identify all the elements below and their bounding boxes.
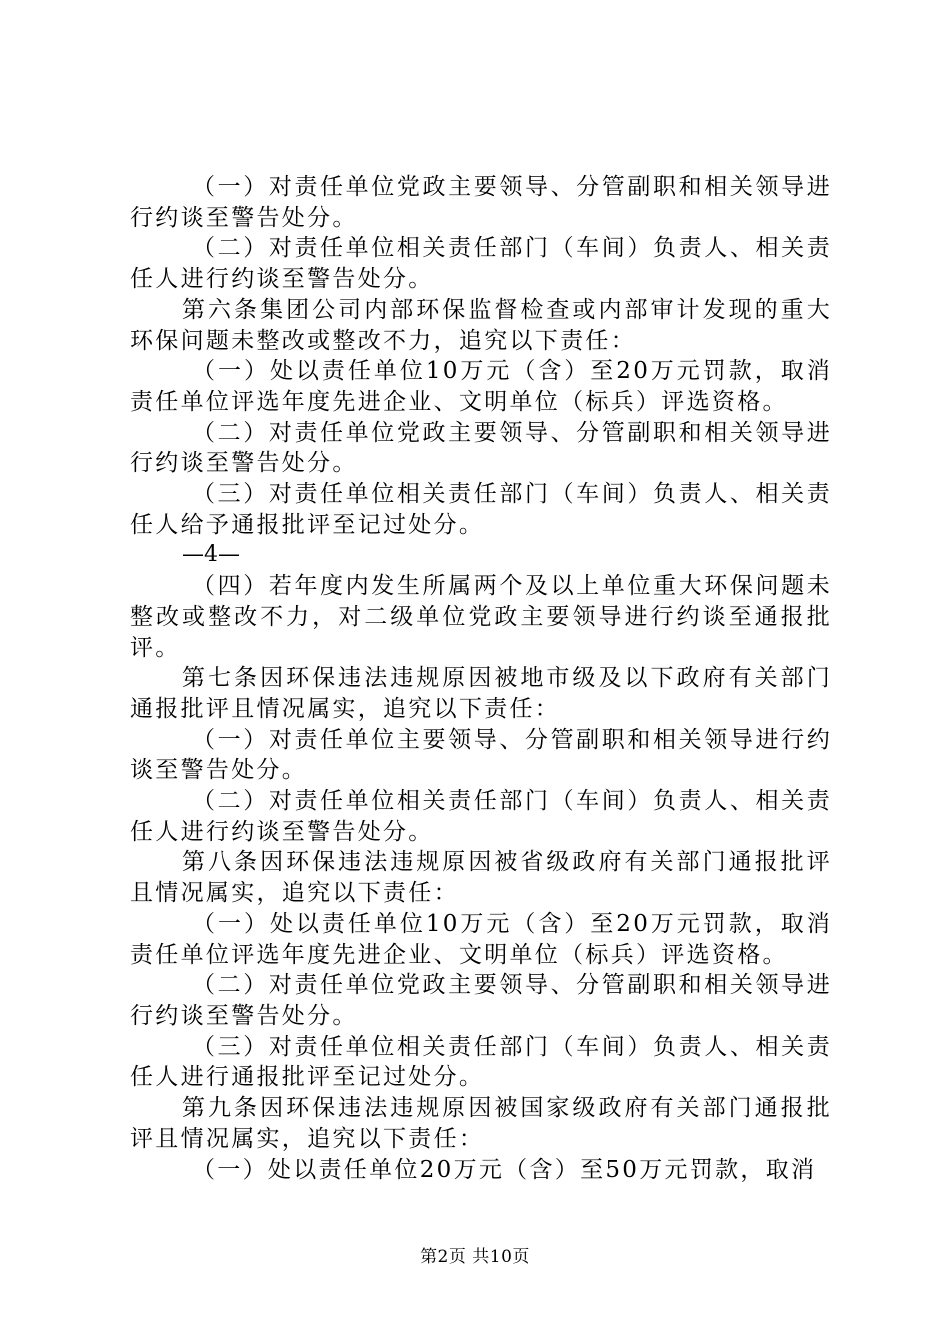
paragraph: （二）对责任单位相关责任部门（车间）负责人、相关责任人进行约谈至警告处分。 [130, 788, 832, 845]
document-body [130, 172, 832, 1185]
paragraph: （一）对责任单位主要领导、分管副职和相关领导进行约谈至警告处分。 [130, 726, 832, 784]
article-heading: 第七条因环保违法违规原因被地市级及以下政府有关部门通报批评且情况属实，追究以下责任： [130, 665, 832, 722]
paragraph: （三）对责任单位相关责任部门（车间）负责人、相关责任人给予通报批评至记过处分。 [130, 481, 832, 538]
paragraph: （四）若年度内发生所属两个及以上单位重大环保问题未整改或整改不力，对二级单位党政主要领导进行约谈至通报批评。 [130, 573, 832, 661]
paragraph: （二）对责任单位党政主要领导、分管副职和相关领导进行约谈至警告处分。 [130, 419, 832, 477]
inline-page-marker: —4— [182, 542, 240, 568]
paragraph: （一）处以责任单位10万元（含）至20万元罚款，取消责任单位评选年度先进企业、文明单位（标兵）评选资格。 [130, 358, 832, 415]
article-heading: 第九条因环保违法违规原因被国家级政府有关部门通报批评且情况属实，追究以下责任： [130, 1095, 832, 1152]
paragraph: （一）处以责任单位20万元（含）至50万元罚款，取消 [192, 1156, 817, 1183]
paragraph: （三）对责任单位相关责任部门（车间）负责人、相关责任人进行通报批评至记过处分。 [130, 1033, 832, 1091]
paragraph: （二）对责任单位相关责任部门（车间）负责人、相关责任人进行约谈至警告处分。 [130, 235, 832, 293]
article-heading: 第六条集团公司内部环保监督检查或内部审计发现的重大环保问题未整改或整改不力，追究以下责任： [130, 296, 832, 354]
article-heading: 第八条因环保违法违规原因被省级政府有关部门通报批评且情况属实，追究以下责任： [130, 849, 832, 907]
paragraph: （二）对责任单位党政主要领导、分管副职和相关领导进行约谈至警告处分。 [130, 972, 832, 1029]
paragraph: （一）处以责任单位10万元（含）至20万元罚款，取消责任单位评选年度先进企业、文明单位（标兵）评选资格。 [130, 910, 832, 968]
page-footer: 第2页 共10页 [420, 1247, 530, 1267]
paragraph: （一）对责任单位党政主要领导、分管副职和相关领导进行约谈至警告处分。 [130, 174, 832, 231]
